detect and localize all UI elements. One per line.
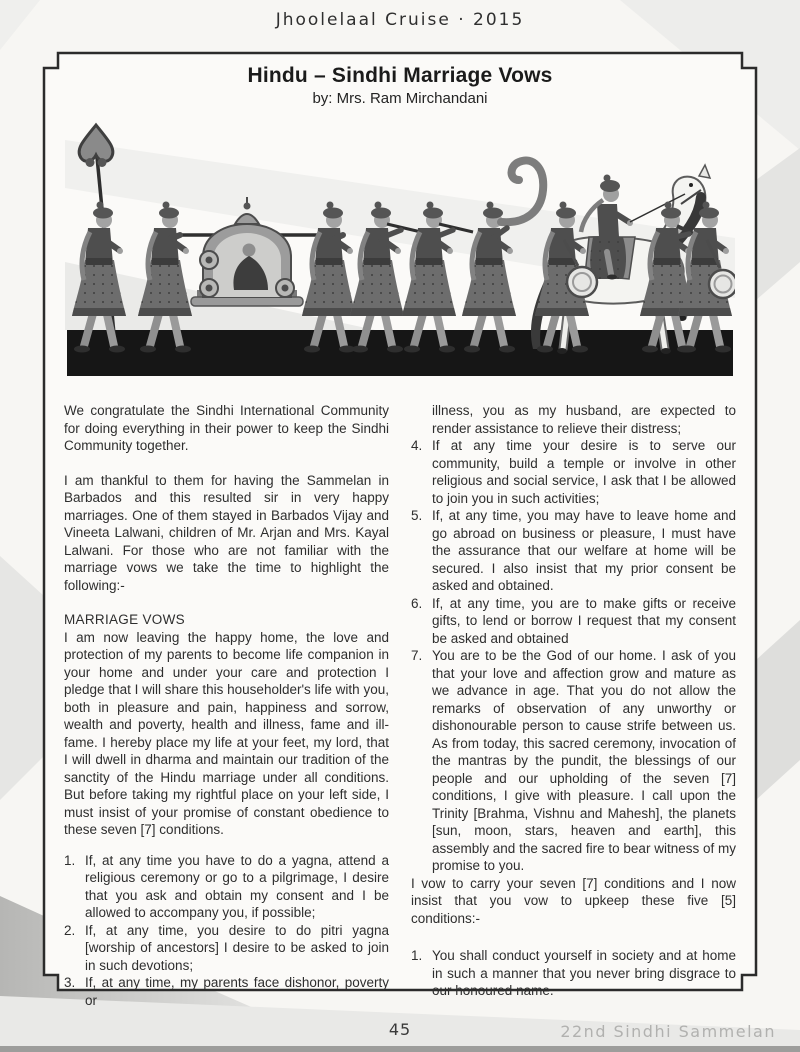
footer-event-title: 22nd Sindhi Sammelan (560, 1022, 776, 1041)
condition-number: 6. (411, 595, 423, 611)
condition-number: 5. (411, 508, 423, 523)
condition-item (64, 922, 389, 975)
condition-item (411, 647, 736, 875)
condition-text: If, at any time, you are to make gifts or receive gifts, to lend or borrow I request that my consent be asked and obtained (432, 595, 736, 646)
five-conditions-list (411, 947, 736, 1000)
condition-text: If, at any time, you may have to leave home and go abroad on business or pleasure, I must have the assurance that our welfare at home will be secured. I also insist that my prior consent be asked and obtained. (432, 508, 736, 593)
condition-continuation: illness, you as my husband, are expected to render assistance to relieve their distress; (432, 403, 736, 436)
article-body (64, 402, 736, 1009)
condition-item (411, 437, 736, 507)
right-column (411, 402, 736, 1009)
condition-number: 1. (64, 852, 76, 868)
condition-item (64, 852, 389, 922)
condition-text: If, at any time you have to do a yagna, attend a religious ceremony or go to a pilgrimage, I desire that you ask and obtain my consent and I be allowed to accompany you, if possible; (85, 852, 389, 920)
left-column (64, 402, 389, 1009)
paragraph: I am thankful to them for having the Sammelan in Barbados and this resulted sir in very happy marriages. One of them stayed in Barbados Vijay and Vineeta Lalwani, children of Mr. Arjan and Mrs. Kayal Lalwani. For those who are not familiar with the marriage vows we take the time to highlight the following:- (64, 472, 389, 593)
condition-number: 4. (411, 438, 423, 453)
condition-text: If, at any time, my parents face dishonor, poverty or (85, 975, 389, 1008)
vow-paragraph: I am now leaving the happy home, the love and protection of my parents to become life companion in your home and under your care and protection I pledge that I will share this householder's life with you, both in pleasure and pain, happiness and sorrow, wealth and poverty, health and illness, fame and ill-fame. I hereby place my life at your feet, my lord, that I will dwell in dharma and maintain our tradition of the sanctity of the Hindu marriage under all conditions. But before taking my rightful place on your left side, I must insist of your promise of constant obedience to these seven [7] conditions. (64, 629, 389, 837)
condition-item (411, 595, 736, 648)
condition-number: 1. (411, 948, 423, 963)
conditions-list (411, 437, 736, 875)
paragraph: We congratulate the Sindhi International Community for doing everything in their power to keep the Sindhi Community together. (64, 403, 389, 453)
article-title: Hindu – Sindhi Marriage Vows (247, 64, 553, 87)
closing-paragraph: I vow to carry your seven [7] conditions and I now insist that you vow to upkeep these five [5] conditions:- (411, 875, 736, 926)
intro-paragraphs (64, 402, 389, 594)
condition-item (411, 947, 736, 1000)
conditions-list (64, 852, 389, 1010)
drum-icon (567, 267, 597, 297)
condition-number: 3. (64, 975, 76, 990)
condition-text: If, at any time, you desire to do pitri yagna [worship of ancestors] I desire to be asked to join in such devotions; (85, 922, 389, 973)
page-header-title: Jhoolelaal Cruise · 2015 (275, 10, 525, 30)
condition-item (64, 974, 389, 1009)
condition-text: You shall conduct yourself in society and at home in such a manner that you never bring disgrace to our honoured name. (432, 948, 736, 998)
ground-strip (67, 330, 733, 376)
condition-text: If at any time your desire is to serve our community, build a temple or involve in other religious and social service, I ask that I be allowed to join you in such activities; (432, 438, 736, 506)
condition-text: You are to be the God of our home. I ask of you that your love and affection grow and mature as we advance in age. That you do not allow the remarks of observation of any unworthy or dishonourable person to cause strife between us. As from today, this sacred ceremony, invocation of the mantras by the pundit, the blessings of our people and our upholding of the seven [7] conditions, I give with pleasure. I call upon the Trinity [Brahma, Vishnu and Mahesh], the planets [sun, moon, stars, heaven and earth], this assembly and the sacred fire to bear witness of my promise to you. (432, 648, 736, 873)
condition-item (411, 507, 736, 595)
page-number: 45 (388, 1020, 412, 1039)
condition-number: 2. (64, 922, 76, 938)
condition-number: 7. (411, 648, 423, 663)
baraat-illustration (65, 112, 735, 390)
section-heading: MARRIAGE VOWS (64, 612, 185, 627)
article-byline: by: Mrs. Ram Mirchandani (312, 90, 488, 107)
